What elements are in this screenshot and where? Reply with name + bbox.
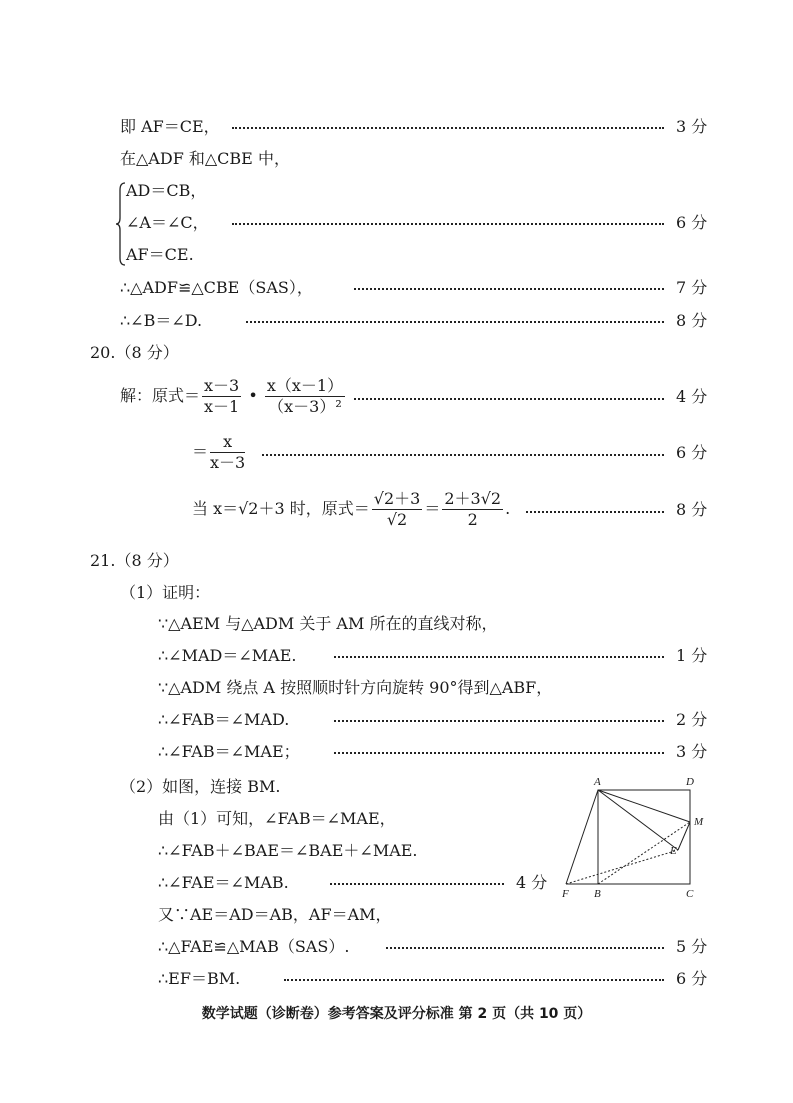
score-mark: 5 分	[676, 937, 708, 956]
segment-am	[598, 790, 690, 822]
q21-line-4: ∴∠FAB＝∠MAD.	[158, 710, 290, 729]
fraction-denominator: √2	[386, 510, 408, 529]
fraction	[202, 376, 241, 417]
q21-line-3: ∵△ADM 绕点 A 按照顺时针方向旋转 90°得到△ABF，	[158, 678, 553, 697]
dot-leader	[354, 288, 664, 290]
dot-leader	[334, 720, 664, 722]
square-abcd	[598, 790, 690, 884]
q21-line-9: 又∵AE＝AD＝AB，AF＝AM，	[158, 905, 392, 924]
prev-line-2: 在△ADF 和△CBE 中，	[120, 149, 290, 168]
q21-line-7: ∴∠FAB＋∠BAE＝∠BAE＋∠MAE.	[158, 841, 418, 860]
dot-leader	[354, 398, 664, 400]
q21-line-5: ∴∠FAB＝∠MAE；	[158, 742, 300, 761]
point-label-d: D	[686, 776, 694, 788]
fraction	[372, 489, 423, 530]
score-mark: 6 分	[676, 969, 708, 988]
score-mark: 6 分	[676, 443, 708, 462]
q21-part-1-label: （1）证明：	[120, 583, 211, 602]
score-mark: 3 分	[676, 742, 708, 761]
q21-line-8: ∴∠FAE＝∠MAB.	[158, 873, 289, 892]
period: .	[505, 499, 511, 518]
dot-leader	[334, 656, 664, 658]
fraction	[442, 489, 503, 530]
score-mark: 6 分	[676, 213, 708, 232]
point-label-m: M	[694, 816, 704, 828]
fraction-numerator: x（x－1）	[266, 376, 344, 395]
segment-fe	[566, 850, 678, 884]
q21-part-2-label: （2）如图，连接 BM.	[120, 777, 281, 796]
q21-line-6: 由（1）可知，∠FAB＝∠MAE，	[158, 809, 396, 828]
fraction	[210, 432, 245, 473]
multiply-dot: •	[248, 386, 258, 405]
dot-leader	[330, 883, 504, 885]
page-footer: 数学试题（诊断卷）参考答案及评分标准 第 2 页（共 10 页）	[201, 1006, 592, 1022]
segment-af	[566, 790, 598, 884]
score-mark: 2 分	[676, 710, 708, 729]
fraction-numerator: x	[210, 432, 245, 453]
substitution-text: 当 x＝√2＋3 时，原式＝	[192, 499, 370, 518]
equals: ＝	[424, 499, 441, 518]
dot-leader	[526, 511, 664, 513]
dot-leader	[262, 454, 664, 456]
point-label-f: F	[562, 888, 569, 900]
q21-header: 21.（8 分）	[90, 551, 179, 570]
equals: ＝	[192, 442, 209, 461]
score-mark: 8 分	[676, 311, 708, 330]
point-label-b: B	[594, 888, 601, 900]
fraction-denominator: （x－3）²	[268, 397, 342, 416]
fraction-denominator: x－1	[204, 397, 240, 416]
dot-leader	[232, 223, 664, 225]
q20-step-2	[192, 432, 247, 473]
q21-line-10: ∴△FAE≌△MAB（SAS）.	[158, 937, 350, 956]
dot-leader	[284, 979, 664, 981]
prev-line-7: ∴∠B＝∠D.	[120, 311, 203, 330]
point-label-e: E	[670, 845, 677, 857]
system-eq-1: AD＝CB，	[126, 181, 207, 200]
fraction	[265, 376, 345, 417]
q20-step-1	[120, 376, 347, 417]
q20-header: 20.（8 分）	[90, 343, 179, 362]
q21-line-1: ∵△AEM 与△ADM 关于 AM 所在的直线对称，	[158, 614, 498, 633]
fraction-denominator: x－3	[210, 453, 246, 472]
score-mark: 3 分	[676, 117, 708, 136]
score-mark: 1 分	[676, 646, 708, 665]
q20-step-3	[192, 489, 510, 530]
dot-leader	[386, 947, 664, 949]
geometry-figure	[556, 774, 716, 900]
system-eq-3: AF＝CE.	[126, 245, 194, 264]
q21-line-2: ∴∠MAD＝∠MAE.	[158, 646, 297, 665]
score-mark: 4 分	[516, 873, 548, 892]
prev-line-6: ∴△ADF≌△CBE（SAS），	[120, 278, 313, 297]
segment-em	[678, 822, 690, 850]
system-eq-2: ∠A＝∠C，	[126, 213, 209, 232]
prev-line-1: 即 AF＝CE，	[120, 117, 220, 136]
dot-leader	[246, 321, 664, 323]
score-mark: 4 分	[676, 387, 708, 406]
score-mark: 7 分	[676, 278, 708, 297]
fraction-numerator: 2＋3√2	[444, 489, 502, 508]
point-label-c: C	[686, 888, 694, 900]
fraction-denominator: 2	[467, 510, 478, 529]
point-label-a: A	[594, 776, 601, 788]
system-brace	[116, 182, 126, 266]
dot-leader	[334, 752, 664, 754]
fraction-numerator: √2＋3	[373, 489, 421, 508]
dot-leader	[232, 127, 664, 129]
q21-line-11: ∴EF＝BM.	[158, 969, 241, 988]
fraction-numerator: x－3	[204, 376, 240, 395]
solution-prefix: 解：原式＝	[120, 386, 201, 405]
segment-ae	[598, 790, 678, 850]
score-mark: 8 分	[676, 500, 708, 519]
